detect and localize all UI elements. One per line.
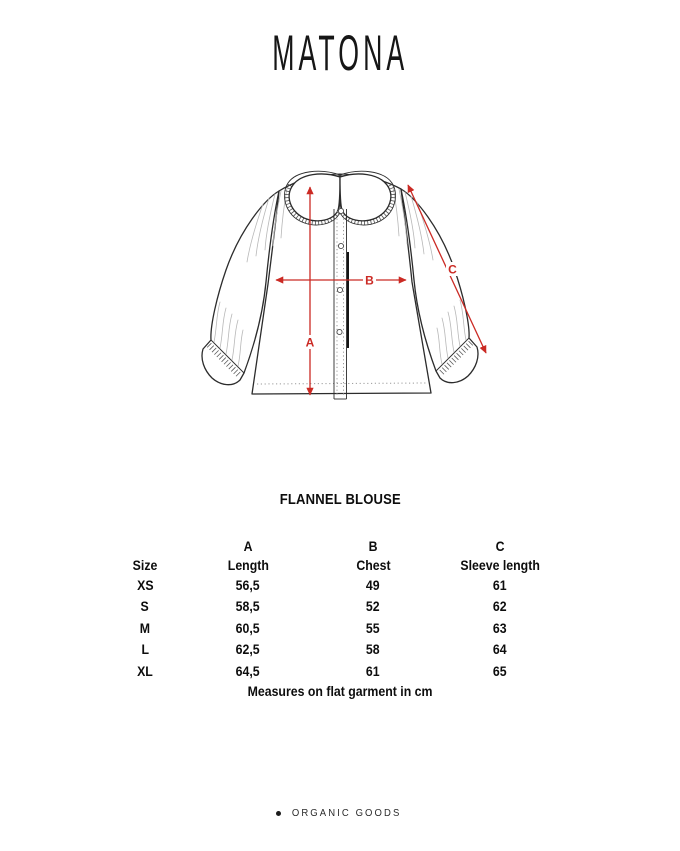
col-header-sleeve-length: Sleeve length xyxy=(460,556,540,573)
table-row-s-sleeve: 62 xyxy=(493,598,507,615)
footer xyxy=(0,808,680,819)
table-row-m-chest: 55 xyxy=(366,619,380,636)
product-title: FLANNEL BLOUSE xyxy=(279,492,401,508)
measure-label-a: A xyxy=(305,335,315,350)
table-row-m-sleeve: 63 xyxy=(493,619,507,636)
table-row-m-length: 60,5 xyxy=(236,619,260,636)
bullet-dot-icon xyxy=(276,811,281,816)
table-row-s-chest: 52 xyxy=(366,598,380,615)
size-table xyxy=(100,536,560,682)
table-row-xl-length: 64,5 xyxy=(236,662,260,679)
col-header-chest: Chest xyxy=(355,556,391,573)
measure-label-c: C xyxy=(448,262,457,277)
col-letter-b: B xyxy=(368,537,378,554)
measurement-note-row xyxy=(0,683,680,701)
left-collar xyxy=(289,174,340,221)
brand-logo-row xyxy=(0,24,680,81)
table-row-s-length: 58,5 xyxy=(236,598,260,615)
button-4 xyxy=(337,329,342,334)
table-row-xs-sleeve: 61 xyxy=(493,576,507,593)
footer-tagline: ORGANIC GOODS xyxy=(291,808,402,819)
product-title-row xyxy=(0,491,680,509)
button-3 xyxy=(337,287,342,292)
measurement-note: Measures on flat garment in cm xyxy=(247,683,433,699)
table-row-l-length: 62,5 xyxy=(236,641,260,658)
col-header-length: Length xyxy=(227,556,269,573)
table-row-xs-length: 56,5 xyxy=(236,576,260,593)
col-letter-c: C xyxy=(495,537,505,554)
table-row-s-size: S xyxy=(140,598,150,615)
table-row-xl-chest: 61 xyxy=(366,662,380,679)
table-row-l-chest: 58 xyxy=(366,641,380,658)
right-collar xyxy=(340,174,391,221)
col-letter-a: A xyxy=(243,537,253,554)
table-row-xs-size: XS xyxy=(136,576,154,593)
brand-logo: MATONA xyxy=(271,24,409,81)
flannel-blouse-drawing xyxy=(180,130,500,430)
col-letter-size xyxy=(100,536,190,555)
col-header-size: Size xyxy=(132,556,158,573)
table-row-m-size: M xyxy=(139,619,151,636)
table-row-l-sleeve: 64 xyxy=(493,641,507,658)
table-row-l-size: L xyxy=(141,641,149,658)
table-row-xs-chest: 49 xyxy=(366,576,380,593)
table-row-xl-sleeve: 65 xyxy=(493,662,507,679)
button-1 xyxy=(338,208,343,213)
garment-diagram xyxy=(180,130,500,430)
measure-label-b: B xyxy=(365,273,374,288)
button-2 xyxy=(338,243,343,248)
table-row-xl-size: XL xyxy=(137,662,153,679)
